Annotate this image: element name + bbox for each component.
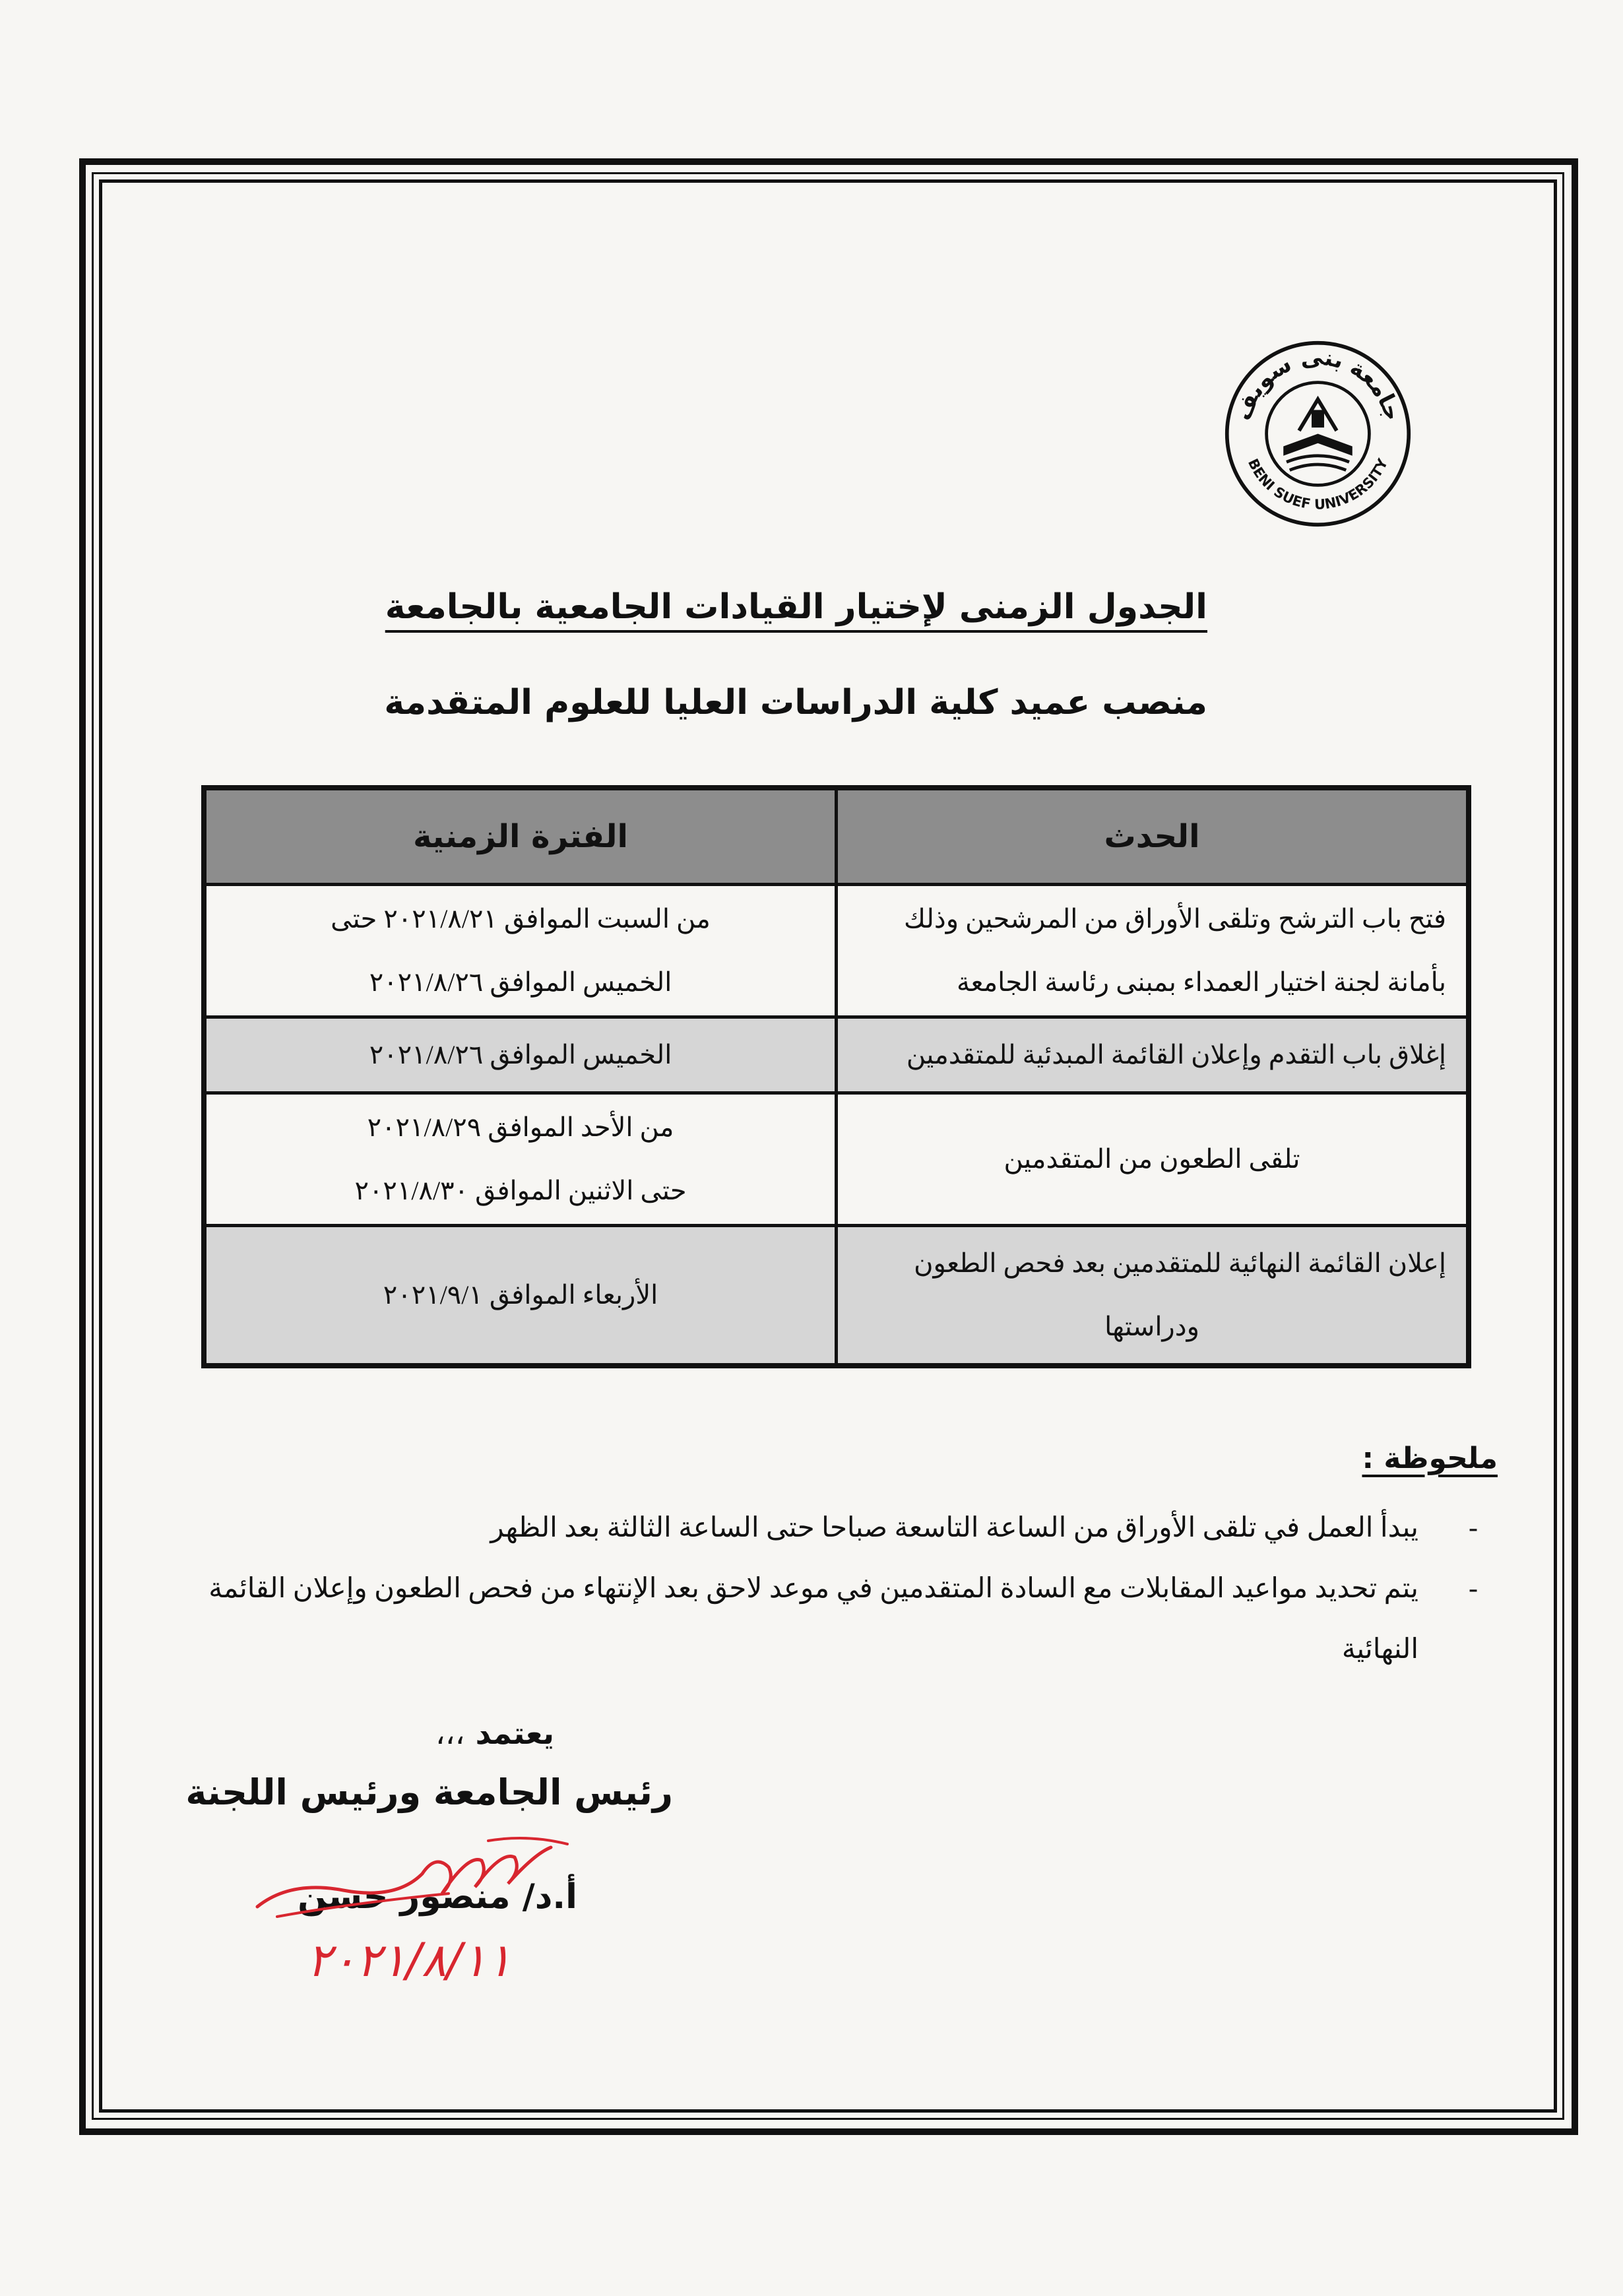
page-title: الجدول الزمنى لإختيار القيادات الجامعية بالجامعة <box>385 587 1207 627</box>
logo-english-text: BENI SUEF UNIVERSITY <box>1244 456 1391 513</box>
period-line: الخميس الموافق ٢٠٢١/٨/٢٦ <box>369 967 672 997</box>
event-line: إغلاق باب التقدم وإعلان القائمة المبدئية للمتقدمين <box>906 1040 1446 1069</box>
event-line: ودراستها <box>1104 1312 1199 1341</box>
approval-label-block <box>435 1715 554 1751</box>
table-row <box>204 885 1469 1017</box>
notes-list <box>125 1498 1478 1680</box>
handwritten-date <box>264 1923 554 1996</box>
handwritten-signature <box>251 1828 594 1933</box>
period-line: من السبت الموافق ٢٠٢١/٨/٢١ حتى <box>331 904 711 934</box>
approver-name: أ.د/ منصور حسن <box>298 1877 577 1917</box>
notes-heading: ملحوظة : <box>1362 1442 1498 1475</box>
page-subtitle: منصب عميد كلية الدراسات العليا للعلوم المتقدمة <box>384 683 1207 722</box>
logo-arabic-text: جامعة بنى سويف <box>1229 344 1406 424</box>
handwritten-date-text: ٢٠٢١/٨/١١ <box>306 1933 512 1987</box>
period-cell <box>204 1017 837 1093</box>
period-cell <box>204 885 837 1017</box>
event-line: فتح باب الترشح وتلقى الأوراق من المرشحين وذلك <box>904 904 1446 934</box>
table-row <box>204 1093 1469 1226</box>
approval-label: يعتمد <box>475 1715 554 1751</box>
period-line: الأربعاء الموافق ٢٠٢١/٩/١ <box>383 1280 658 1310</box>
event-line: بأمانة لجنة اختيار العمداء بمبنى رئاسة الجامعة <box>957 967 1446 997</box>
list-item: - يبدأ العمل في تلقى الأوراق من الساعة التاسعة صباحا حتى الساعة الثالثة بعد الظهر <box>125 1498 1478 1558</box>
event-line: إعلان القائمة النهائية للمتقدمين بعد فحص الطعون <box>914 1248 1446 1278</box>
event-cell <box>837 1017 1469 1093</box>
period-line: من الأحد الموافق ٢٠٢١/٨/٢٩ <box>367 1112 674 1142</box>
header-period: الفترة الزمنية <box>204 788 837 885</box>
event-cell <box>837 885 1469 1017</box>
event-cell <box>837 1226 1469 1366</box>
list-item: - يتم تحديد مواعيد المقابلات مع السادة المتقدمين في موعد لاحق بعد الإنتهاء من فحص الطعون وإعلان القائمة النهائية <box>125 1558 1478 1680</box>
period-cell <box>204 1226 837 1366</box>
university-logo <box>1224 340 1412 528</box>
schedule-table <box>201 785 1471 1368</box>
approval-dots: ،،، <box>435 1715 465 1751</box>
approver-role: رئيس الجامعة ورئيس اللجنة <box>185 1771 673 1813</box>
period-line: الخميس الموافق ٢٠٢١/٨/٢٦ <box>369 1040 672 1069</box>
event-line: تلقى الطعون من المتقدمين <box>1003 1144 1300 1174</box>
period-cell <box>204 1093 837 1226</box>
event-cell <box>837 1093 1469 1226</box>
header-event: الحدث <box>837 788 1469 885</box>
table-row <box>204 1017 1469 1093</box>
period-line: حتى الاثنين الموافق ٢٠٢١/٨/٣٠ <box>354 1176 687 1205</box>
table-row <box>204 1226 1469 1366</box>
table-header-row <box>204 788 1469 885</box>
